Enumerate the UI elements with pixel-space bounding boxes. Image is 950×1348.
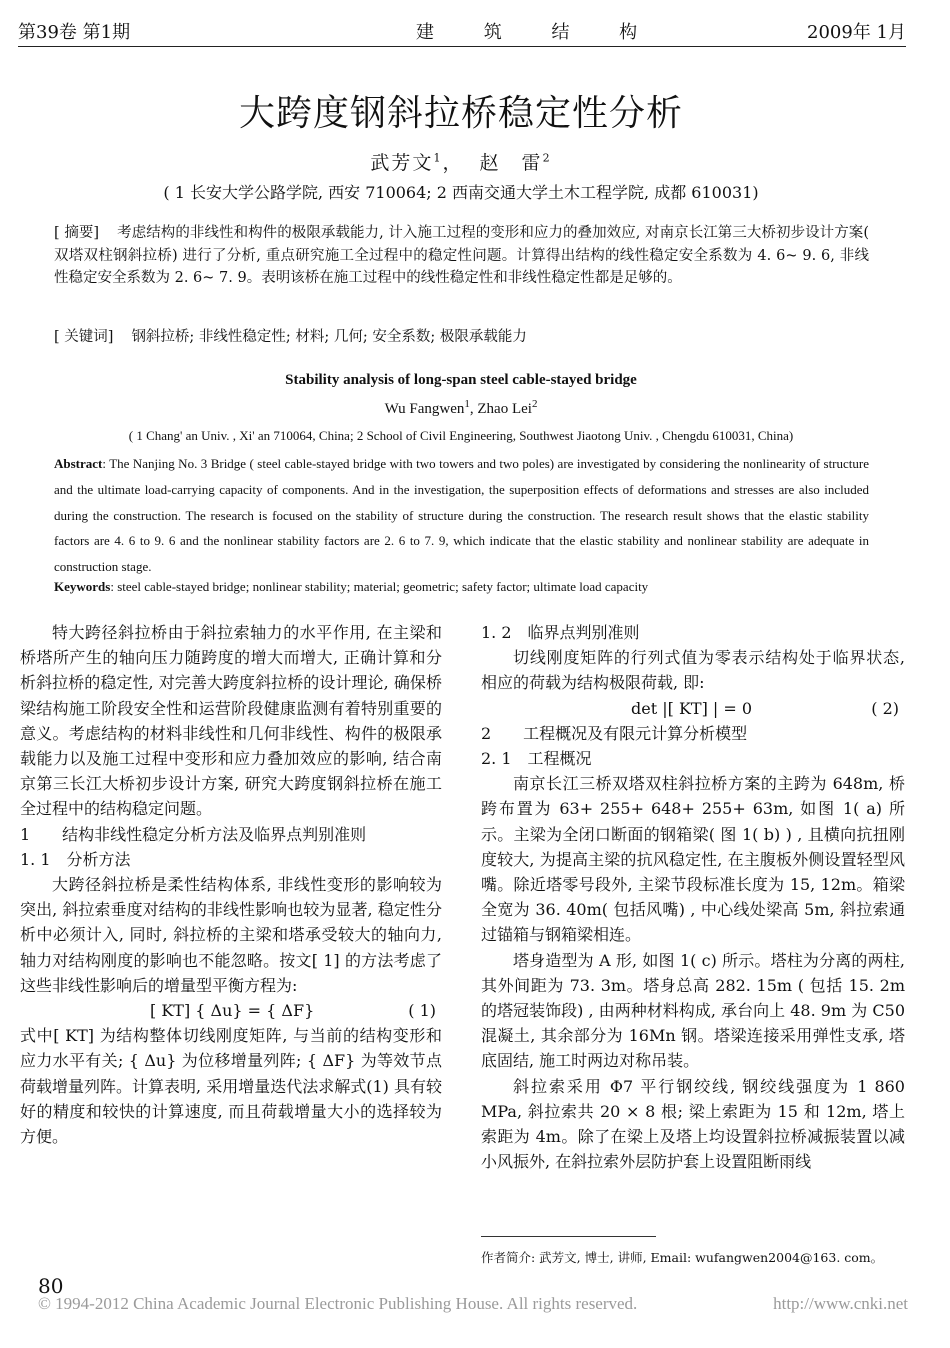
header-rule: [18, 46, 906, 47]
tower-paragraph: 塔身造型为 A 形, 如图 1( c) 所示。塔柱为分离的两柱, 其外间距为 73. 3m。塔身总高 282. 15m ( 包括 15. 2m 的塔冠装饰段) , 由两种材料构成, 承台向上 48. 9m 为 C50 混凝土, 其余部分为 16Mn 钢。塔梁连接采用弹性支承, 塔底固结, 施工时两边对称吊装。: [481, 950, 905, 1071]
header-journal: 建 筑 结 构: [416, 22, 660, 43]
section-heading-2-1: 2. 1 工程概况: [481, 749, 592, 769]
section-heading-1-1: 1. 1 分析方法: [20, 849, 131, 869]
method-paragraph: 大跨径斜拉桥是柔性结构体系, 非线性变形的影响较为突出, 斜拉索垂度对结构的非线性影响也较为显著, 稳定性分析中必须计入, 同时, 斜拉桥的主梁和塔承受较大的轴向力, 轴力对结构刚度的影响也不能忽略。按文[ 1] 的方法考虑了这些非线性影响后的增量型平衡方程为:: [20, 875, 442, 995]
author-2: 赵 雷: [479, 152, 543, 174]
footnote-rule: [481, 1236, 656, 1237]
cnki-link[interactable]: http://www.cnki.net: [773, 1294, 908, 1313]
paper-title: 大跨度钢斜拉桥稳定性分析: [238, 93, 683, 134]
header-volume: 第39卷 第1期: [18, 22, 131, 43]
right-column: [481, 620, 905, 1174]
english-title: Stability analysis of long-span steel cable-stayed bridge: [285, 372, 637, 388]
author-1: 武芳文: [370, 152, 434, 174]
author-footnote: 作者简介: 武芳文, 博士, 讲师, Email: wufangwen2004@163. com。: [481, 1250, 884, 1265]
english-abstract: Abstract: The Nanjing No. 3 Bridge ( steel cable-stayed bridge with two towers and two poles) are investigated by considering the nonlinearity of structure and the ultimate load-carrying capacity of components. And in the investigation, the superposition effects of deformations and stresses are also included during the construction. The research is focused on the stability of structure during the construction. The research result shows that the elastic stability factors are 4. 6 to 9. 6 and the nonlinear stability factors are 2. 6 to 7. 9, which indicate that the elastic stability and nonlinear stability are adequate in construction stage.: [54, 456, 869, 575]
equation-2: det |[ KT] | = 0 ( 2): [481, 696, 905, 721]
cable-paragraph: 斜拉索采用 Φ7 平行钢绞线, 钢绞线强度为 1 860 MPa, 斜拉索共 20 × 8 根; 梁上索距为 15 和 12m, 塔上索距为 4m。除了在梁上及塔上均设置斜拉桥减振装置以减小风振外, 在斜拉索外层防护套上设置阻断雨线: [481, 1076, 905, 1172]
english-authors: Wu Fangwen$^1$, Zhao Lei$^2$: [384, 398, 538, 417]
affiliation-zh: ( 1 长安大学公路学院, 西安 710064; 2 西南交通大学土木工程学院, 成都 610031): [163, 183, 759, 202]
equation-explanation: 式中[ KT] 为结构整体切线刚度矩阵, 与当前的结构变形和应力水平有关; { Δu} 为位移增量列阵; { ΔF} 为等效节点荷载增量列阵。计算表明, 采用增量迭代法求解式(1) 具有较好的精度和较快的计算速度, 而且荷载增量大小的选择较为方便。: [20, 1026, 442, 1147]
intro-paragraph: 特大跨径斜拉桥由于斜拉索轴力的水平作用, 在主梁和桥塔所产生的轴向压力随跨度的增大而增大, 正确计算和分析斜拉桥的稳定性, 对完善大跨度斜拉桥的设计理论, 确保桥梁结构施工阶段安全性和运营阶段健康监测有着特别重要的意义。考虑结构的材料非线性和几何非线性、构件的极限承载能力以及施工过程中变形和应力叠加效应的影响, 结合南京第三长江大桥初步设计方案, 研究大跨度钢斜拉桥在施工全过程中的结构稳定问题。: [20, 623, 442, 819]
keywords-zh: [54, 326, 869, 349]
equation-2-number: ( 2): [871, 698, 899, 718]
equation-1: [ KT] { Δu} = { ΔF} ( 1): [20, 998, 442, 1023]
section-heading-1-2: 1. 2 临界点判别准则: [481, 623, 640, 642]
english-abstract-label: Abstract: [54, 456, 103, 471]
left-column: [20, 620, 442, 1149]
header-date: 2009年 1月: [807, 22, 906, 43]
english-keywords-label: Keywords: [54, 579, 111, 594]
page-number: 80: [38, 1274, 64, 1298]
criterion-paragraph: 切线刚度矩阵的行列式值为零表示结构处于临界状态, 相应的荷载为结构极限荷载, 即:: [481, 648, 905, 693]
english-keywords: Keywords: steel cable-stayed bridge; nonlinear stability; material; geometric; safety factor; ultimate load capacity: [54, 579, 649, 594]
overview-paragraph: 南京长江三桥双塔双柱斜拉桥方案的主跨为 648m, 桥跨布置为 63+ 255+ 648+ 255+ 63m, 如图 1( a) 所示。主梁为全闭口断面的钢箱梁( 图 1( b) ) , 且横向抗扭刚度较大, 为提高主梁的抗风稳定性, 在主腹板外侧设置轻型风嘴。除近塔零号段外, 主梁节段标准长度为 15, 12m。箱梁全宽为 36. 40m( 包括风嘴) , 中心线处梁高 5m, 斜拉索通过锚箱与钢箱梁相连。: [481, 774, 905, 945]
copyright-line: [38, 1294, 908, 1314]
section-heading-1: 1 结构非线性稳定分析方法及临界点判别准则: [20, 824, 367, 844]
abstract-text: 考虑结构的非线性和构件的极限承载能力, 计入施工过程的变形和应力的叠加效应, 对南京长江第三大桥初步设计方案( 双塔双柱钢斜拉桥) 进行了分析, 重点研究施工全过程中的稳定性问题。计算得出结构的线性稳定安全系数为 4. 6~ 9. 6, 非线性稳定安全系数为 2. 6~ 7. 9。表明该桥在施工过程中的线性稳定性和非线性稳定性都是足够的。: [54, 225, 869, 286]
copyright-text: © 1994-2012 China Academic Journal Electronic Publishing House. All rights reserved.: [38, 1294, 638, 1313]
english-affiliation: ( 1 Chang' an Univ. , Xi' an 710064, China; 2 School of Civil Engineering, Southwest Jiaotong Univ. , Chengdu 610031, China): [128, 428, 794, 443]
authors-zh: 武芳文$^1$， 赵 雷$^2$: [370, 151, 552, 174]
equation-1-number: ( 1): [408, 1001, 436, 1021]
running-header: [18, 18, 906, 44]
abstract-zh: [54, 222, 869, 290]
keywords-tag: [ 关键词]: [54, 329, 114, 345]
section-heading-2: 2 工程概况及有限元计算分析模型: [481, 723, 748, 743]
abstract-tag: [ 摘要]: [54, 225, 100, 241]
keywords-text: 钢斜拉桥; 非线性稳定性; 材料; 几何; 安全系数; 极限承载能力: [131, 329, 527, 345]
